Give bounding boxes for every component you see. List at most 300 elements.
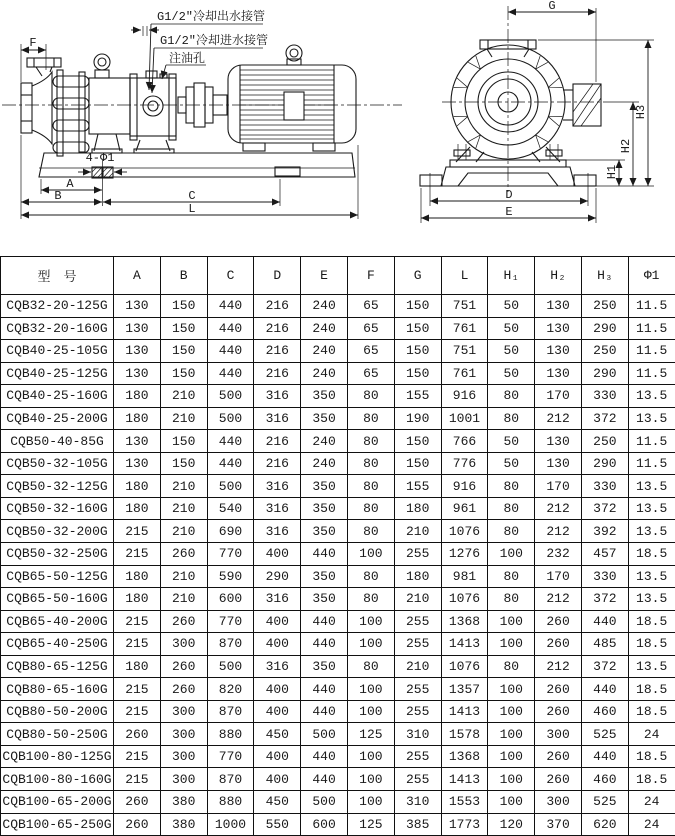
value-cell: 100 bbox=[347, 633, 394, 656]
dim-l bbox=[21, 202, 358, 216]
value-cell: 766 bbox=[441, 430, 488, 453]
value-cell: 761 bbox=[441, 317, 488, 340]
value-cell: 11.5 bbox=[628, 340, 675, 363]
value-cell: 180 bbox=[114, 475, 161, 498]
value-cell: 310 bbox=[394, 791, 441, 814]
cooling-outlet-label: G1/2"冷却出水接管 bbox=[157, 8, 265, 24]
value-cell: 80 bbox=[347, 475, 394, 498]
value-cell: 255 bbox=[394, 768, 441, 791]
value-cell: 440 bbox=[207, 362, 254, 385]
value-cell: 210 bbox=[394, 588, 441, 611]
value-cell: 80 bbox=[488, 655, 535, 678]
side-view-drawing bbox=[2, 8, 402, 219]
value-cell: 961 bbox=[441, 497, 488, 520]
value-cell: 392 bbox=[581, 520, 628, 543]
value-cell: 18.5 bbox=[628, 678, 675, 701]
header-h3: H₃ bbox=[581, 257, 628, 295]
value-cell: 372 bbox=[581, 497, 628, 520]
value-cell: 316 bbox=[254, 407, 301, 430]
value-cell: 550 bbox=[254, 813, 301, 836]
value-cell: 1413 bbox=[441, 700, 488, 723]
value-cell: 210 bbox=[160, 385, 207, 408]
value-cell: 440 bbox=[301, 543, 348, 566]
dim-h1-label: H1 bbox=[605, 165, 619, 179]
value-cell: 440 bbox=[207, 430, 254, 453]
casing-stud-flange bbox=[53, 70, 89, 156]
model-cell: CQB40-25-200G bbox=[1, 407, 114, 430]
value-cell: 50 bbox=[488, 317, 535, 340]
value-cell: 440 bbox=[301, 768, 348, 791]
value-cell: 316 bbox=[254, 475, 301, 498]
value-cell: 1076 bbox=[441, 520, 488, 543]
value-cell: 80 bbox=[488, 497, 535, 520]
value-cell: 150 bbox=[160, 430, 207, 453]
header-a: A bbox=[114, 257, 161, 295]
value-cell: 120 bbox=[488, 813, 535, 836]
value-cell: 870 bbox=[207, 633, 254, 656]
value-cell: 13.5 bbox=[628, 475, 675, 498]
value-cell: 440 bbox=[581, 678, 628, 701]
table-body bbox=[1, 295, 675, 836]
value-cell: 500 bbox=[301, 723, 348, 746]
value-cell: 260 bbox=[535, 633, 582, 656]
value-cell: 380 bbox=[160, 791, 207, 814]
dim-e-label: E bbox=[505, 205, 512, 219]
value-cell: 130 bbox=[114, 317, 161, 340]
value-cell: 13.5 bbox=[628, 588, 675, 611]
value-cell: 500 bbox=[301, 791, 348, 814]
value-cell: 916 bbox=[441, 475, 488, 498]
dimension-table bbox=[0, 256, 675, 836]
value-cell: 210 bbox=[394, 655, 441, 678]
header-b: B bbox=[160, 257, 207, 295]
value-cell: 300 bbox=[160, 723, 207, 746]
value-cell: 260 bbox=[114, 791, 161, 814]
value-cell: 460 bbox=[581, 768, 628, 791]
value-cell: 180 bbox=[394, 565, 441, 588]
table-row bbox=[1, 475, 675, 498]
value-cell: 255 bbox=[394, 678, 441, 701]
value-cell: 300 bbox=[160, 745, 207, 768]
value-cell: 440 bbox=[207, 295, 254, 318]
value-cell: 260 bbox=[114, 813, 161, 836]
value-cell: 400 bbox=[254, 745, 301, 768]
value-cell: 215 bbox=[114, 678, 161, 701]
value-cell: 350 bbox=[301, 655, 348, 678]
value-cell: 240 bbox=[301, 430, 348, 453]
value-cell: 1413 bbox=[441, 768, 488, 791]
value-cell: 11.5 bbox=[628, 452, 675, 475]
value-cell: 180 bbox=[114, 565, 161, 588]
value-cell: 130 bbox=[535, 430, 582, 453]
value-cell: 24 bbox=[628, 813, 675, 836]
value-cell: 13.5 bbox=[628, 407, 675, 430]
value-cell: 100 bbox=[488, 678, 535, 701]
value-cell: 260 bbox=[535, 610, 582, 633]
value-cell: 212 bbox=[535, 655, 582, 678]
value-cell: 500 bbox=[207, 655, 254, 678]
value-cell: 330 bbox=[581, 385, 628, 408]
value-cell: 372 bbox=[581, 655, 628, 678]
model-cell: CQB80-65-160G bbox=[1, 678, 114, 701]
value-cell: 540 bbox=[207, 497, 254, 520]
value-cell: 180 bbox=[114, 497, 161, 520]
model-cell: CQB65-50-125G bbox=[1, 565, 114, 588]
dim-d-label: D bbox=[505, 188, 512, 202]
value-cell: 240 bbox=[301, 317, 348, 340]
value-cell: 400 bbox=[254, 610, 301, 633]
value-cell: 525 bbox=[581, 791, 628, 814]
value-cell: 80 bbox=[488, 588, 535, 611]
value-cell: 18.5 bbox=[628, 543, 675, 566]
value-cell: 440 bbox=[301, 745, 348, 768]
value-cell: 80 bbox=[488, 520, 535, 543]
value-cell: 130 bbox=[114, 452, 161, 475]
dim-a-label: A bbox=[66, 177, 74, 191]
value-cell: 300 bbox=[160, 633, 207, 656]
value-cell: 130 bbox=[535, 340, 582, 363]
value-cell: 11.5 bbox=[628, 317, 675, 340]
value-cell: 150 bbox=[160, 340, 207, 363]
value-cell: 770 bbox=[207, 745, 254, 768]
value-cell: 150 bbox=[394, 362, 441, 385]
value-cell: 80 bbox=[347, 430, 394, 453]
value-cell: 210 bbox=[160, 520, 207, 543]
motor-foot bbox=[243, 143, 265, 151]
dim-g bbox=[508, 0, 596, 82]
value-cell: 1076 bbox=[441, 655, 488, 678]
value-cell: 50 bbox=[488, 452, 535, 475]
value-cell: 316 bbox=[254, 520, 301, 543]
value-cell: 290 bbox=[581, 452, 628, 475]
value-cell: 24 bbox=[628, 723, 675, 746]
table-row bbox=[1, 520, 675, 543]
value-cell: 50 bbox=[488, 430, 535, 453]
dim-b bbox=[21, 189, 102, 203]
value-cell: 215 bbox=[114, 520, 161, 543]
model-cell: CQB100-80-160G bbox=[1, 768, 114, 791]
value-cell: 590 bbox=[207, 565, 254, 588]
value-cell: 255 bbox=[394, 543, 441, 566]
value-cell: 212 bbox=[535, 520, 582, 543]
value-cell: 100 bbox=[347, 768, 394, 791]
value-cell: 250 bbox=[581, 430, 628, 453]
table-row bbox=[1, 407, 675, 430]
value-cell: 255 bbox=[394, 610, 441, 633]
value-cell: 150 bbox=[160, 317, 207, 340]
model-cell: CQB65-40-200G bbox=[1, 610, 114, 633]
value-cell: 50 bbox=[488, 295, 535, 318]
dim-d bbox=[430, 188, 588, 206]
oil-sight-glass bbox=[143, 96, 163, 116]
value-cell: 400 bbox=[254, 543, 301, 566]
rear-housing bbox=[89, 78, 130, 153]
value-cell: 450 bbox=[254, 791, 301, 814]
dim-h2-label: H2 bbox=[619, 139, 633, 153]
value-cell: 350 bbox=[301, 407, 348, 430]
table-row bbox=[1, 430, 675, 453]
value-cell: 440 bbox=[581, 745, 628, 768]
value-cell: 13.5 bbox=[628, 497, 675, 520]
value-cell: 130 bbox=[535, 362, 582, 385]
value-cell: 380 bbox=[160, 813, 207, 836]
value-cell: 820 bbox=[207, 678, 254, 701]
value-cell: 916 bbox=[441, 385, 488, 408]
value-cell: 50 bbox=[488, 340, 535, 363]
value-cell: 130 bbox=[535, 452, 582, 475]
model-cell: CQB40-25-160G bbox=[1, 385, 114, 408]
value-cell: 11.5 bbox=[628, 430, 675, 453]
value-cell: 1368 bbox=[441, 745, 488, 768]
value-cell: 880 bbox=[207, 723, 254, 746]
value-cell: 215 bbox=[114, 610, 161, 633]
value-cell: 170 bbox=[535, 475, 582, 498]
value-cell: 100 bbox=[347, 700, 394, 723]
value-cell: 400 bbox=[254, 700, 301, 723]
value-cell: 1276 bbox=[441, 543, 488, 566]
model-cell: CQB50-32-160G bbox=[1, 497, 114, 520]
value-cell: 210 bbox=[160, 475, 207, 498]
model-cell: CQB100-80-125G bbox=[1, 745, 114, 768]
value-cell: 1413 bbox=[441, 633, 488, 656]
pump-drawings-svg bbox=[0, 0, 675, 256]
value-cell: 210 bbox=[160, 497, 207, 520]
table-row bbox=[1, 768, 675, 791]
value-cell: 18.5 bbox=[628, 633, 675, 656]
value-cell: 316 bbox=[254, 497, 301, 520]
value-cell: 150 bbox=[160, 362, 207, 385]
value-cell: 260 bbox=[160, 610, 207, 633]
value-cell: 440 bbox=[301, 700, 348, 723]
value-cell: 180 bbox=[114, 655, 161, 678]
value-cell: 290 bbox=[254, 565, 301, 588]
value-cell: 440 bbox=[301, 610, 348, 633]
model-cell: CQB50-32-125G bbox=[1, 475, 114, 498]
value-cell: 11.5 bbox=[628, 362, 675, 385]
value-cell: 65 bbox=[347, 362, 394, 385]
value-cell: 460 bbox=[581, 700, 628, 723]
value-cell: 80 bbox=[488, 407, 535, 430]
value-cell: 250 bbox=[581, 295, 628, 318]
motor-foot bbox=[313, 143, 335, 151]
technical-drawings bbox=[0, 0, 675, 256]
value-cell: 316 bbox=[254, 655, 301, 678]
value-cell: 100 bbox=[347, 543, 394, 566]
value-cell: 155 bbox=[394, 385, 441, 408]
table-row bbox=[1, 700, 675, 723]
value-cell: 215 bbox=[114, 768, 161, 791]
table-row bbox=[1, 655, 675, 678]
table-header-row bbox=[1, 257, 675, 295]
model-cell: CQB40-25-125G bbox=[1, 362, 114, 385]
value-cell: 350 bbox=[301, 588, 348, 611]
value-cell: 150 bbox=[394, 430, 441, 453]
value-cell: 100 bbox=[347, 745, 394, 768]
dim-h3-label: H3 bbox=[634, 105, 648, 119]
value-cell: 100 bbox=[488, 791, 535, 814]
value-cell: 440 bbox=[301, 633, 348, 656]
value-cell: 260 bbox=[114, 723, 161, 746]
value-cell: 216 bbox=[254, 362, 301, 385]
value-cell: 216 bbox=[254, 317, 301, 340]
value-cell: 232 bbox=[535, 543, 582, 566]
value-cell: 150 bbox=[394, 295, 441, 318]
table-row bbox=[1, 678, 675, 701]
table-row bbox=[1, 340, 675, 363]
value-cell: 150 bbox=[394, 340, 441, 363]
value-cell: 100 bbox=[488, 768, 535, 791]
value-cell: 80 bbox=[347, 452, 394, 475]
value-cell: 210 bbox=[160, 588, 207, 611]
value-cell: 485 bbox=[581, 633, 628, 656]
value-cell: 440 bbox=[207, 317, 254, 340]
value-cell: 80 bbox=[347, 588, 394, 611]
value-cell: 260 bbox=[160, 543, 207, 566]
motor-eyebolt bbox=[286, 45, 302, 65]
header-e: E bbox=[301, 257, 348, 295]
model-cell: CQB50-32-200G bbox=[1, 520, 114, 543]
value-cell: 1076 bbox=[441, 588, 488, 611]
bearing-housing bbox=[130, 71, 176, 153]
value-cell: 216 bbox=[254, 452, 301, 475]
value-cell: 260 bbox=[535, 678, 582, 701]
value-cell: 385 bbox=[394, 813, 441, 836]
value-cell: 215 bbox=[114, 745, 161, 768]
header-f: F bbox=[347, 257, 394, 295]
value-cell: 170 bbox=[535, 385, 582, 408]
value-cell: 751 bbox=[441, 340, 488, 363]
value-cell: 300 bbox=[535, 723, 582, 746]
value-cell: 1368 bbox=[441, 610, 488, 633]
value-cell: 310 bbox=[394, 723, 441, 746]
value-cell: 80 bbox=[347, 655, 394, 678]
table-row bbox=[1, 385, 675, 408]
model-cell: CQB32-20-125G bbox=[1, 295, 114, 318]
value-cell: 316 bbox=[254, 588, 301, 611]
front-view-drawing bbox=[420, 0, 654, 223]
value-cell: 150 bbox=[394, 317, 441, 340]
value-cell: 130 bbox=[535, 317, 582, 340]
value-cell: 255 bbox=[394, 633, 441, 656]
header-h2: H₂ bbox=[535, 257, 582, 295]
value-cell: 500 bbox=[207, 407, 254, 430]
value-cell: 776 bbox=[441, 452, 488, 475]
header-d: D bbox=[254, 257, 301, 295]
value-cell: 180 bbox=[114, 588, 161, 611]
value-cell: 130 bbox=[114, 340, 161, 363]
value-cell: 210 bbox=[394, 520, 441, 543]
value-cell: 300 bbox=[160, 768, 207, 791]
model-cell: CQB65-50-160G bbox=[1, 588, 114, 611]
value-cell: 350 bbox=[301, 565, 348, 588]
value-cell: 212 bbox=[535, 407, 582, 430]
value-cell: 100 bbox=[488, 723, 535, 746]
value-cell: 1357 bbox=[441, 678, 488, 701]
value-cell: 240 bbox=[301, 295, 348, 318]
suction-flange bbox=[21, 83, 32, 133]
dim-b-label: B bbox=[54, 189, 61, 203]
value-cell: 190 bbox=[394, 407, 441, 430]
value-cell: 180 bbox=[114, 407, 161, 430]
lifting-eyebolt bbox=[94, 54, 110, 78]
model-cell: CQB80-50-200G bbox=[1, 700, 114, 723]
value-cell: 150 bbox=[160, 452, 207, 475]
value-cell: 80 bbox=[488, 565, 535, 588]
dim-g-label: G bbox=[548, 0, 555, 13]
table-row bbox=[1, 791, 675, 814]
model-cell: CQB100-65-250G bbox=[1, 813, 114, 836]
value-cell: 300 bbox=[535, 791, 582, 814]
value-cell: 100 bbox=[488, 745, 535, 768]
value-cell: 600 bbox=[207, 588, 254, 611]
model-cell: CQB65-40-250G bbox=[1, 633, 114, 656]
value-cell: 690 bbox=[207, 520, 254, 543]
value-cell: 130 bbox=[114, 430, 161, 453]
value-cell: 350 bbox=[301, 520, 348, 543]
value-cell: 18.5 bbox=[628, 745, 675, 768]
value-cell: 255 bbox=[394, 700, 441, 723]
value-cell: 18.5 bbox=[628, 768, 675, 791]
model-cell: CQB80-50-250G bbox=[1, 723, 114, 746]
value-cell: 100 bbox=[488, 700, 535, 723]
value-cell: 290 bbox=[581, 362, 628, 385]
value-cell: 440 bbox=[207, 452, 254, 475]
value-cell: 240 bbox=[301, 362, 348, 385]
value-cell: 770 bbox=[207, 610, 254, 633]
value-cell: 300 bbox=[160, 700, 207, 723]
value-cell: 215 bbox=[114, 543, 161, 566]
value-cell: 125 bbox=[347, 723, 394, 746]
value-cell: 215 bbox=[114, 700, 161, 723]
value-cell: 11.5 bbox=[628, 295, 675, 318]
value-cell: 100 bbox=[347, 791, 394, 814]
table-row bbox=[1, 543, 675, 566]
header-model: 型 号 bbox=[1, 257, 114, 295]
model-cell: CQB100-65-200G bbox=[1, 791, 114, 814]
pipe-gap-arrows bbox=[131, 26, 159, 36]
value-cell: 170 bbox=[535, 565, 582, 588]
value-cell: 50 bbox=[488, 362, 535, 385]
value-cell: 880 bbox=[207, 791, 254, 814]
cooling-inlet-label: G1/2"冷却进水接管 bbox=[160, 32, 268, 48]
value-cell: 290 bbox=[581, 317, 628, 340]
value-cell: 212 bbox=[535, 497, 582, 520]
oil-fill-label: 注油孔 bbox=[169, 50, 205, 66]
value-cell: 210 bbox=[160, 407, 207, 430]
motor bbox=[228, 45, 356, 151]
value-cell: 130 bbox=[114, 295, 161, 318]
value-cell: 330 bbox=[581, 475, 628, 498]
value-cell: 212 bbox=[535, 588, 582, 611]
value-cell: 600 bbox=[301, 813, 348, 836]
anchor-bolt-hatch bbox=[92, 167, 113, 178]
value-cell: 250 bbox=[581, 340, 628, 363]
value-cell: 870 bbox=[207, 700, 254, 723]
terminal-box bbox=[563, 84, 601, 126]
value-cell: 457 bbox=[581, 543, 628, 566]
table-row bbox=[1, 362, 675, 385]
value-cell: 240 bbox=[301, 340, 348, 363]
value-cell: 260 bbox=[535, 700, 582, 723]
header-l: L bbox=[441, 257, 488, 295]
value-cell: 330 bbox=[581, 565, 628, 588]
value-cell: 240 bbox=[301, 452, 348, 475]
value-cell: 100 bbox=[488, 633, 535, 656]
value-cell: 870 bbox=[207, 768, 254, 791]
value-cell: 80 bbox=[347, 385, 394, 408]
table-row bbox=[1, 497, 675, 520]
table-row bbox=[1, 723, 675, 746]
